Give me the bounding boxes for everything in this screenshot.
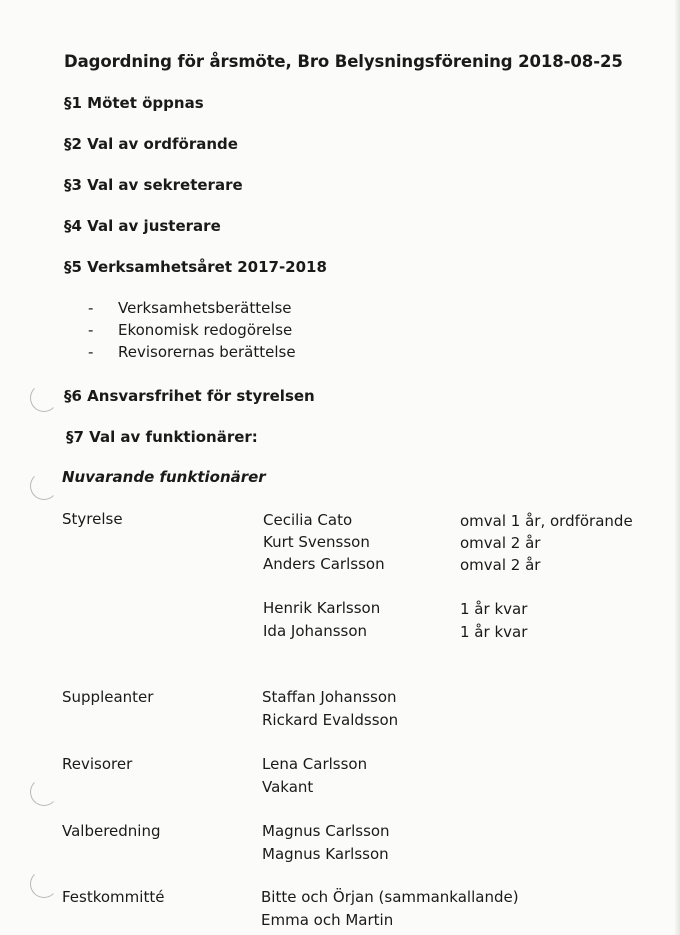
member-name: Rickard Evaldsson: [262, 711, 399, 729]
punch-hole-mark: [30, 870, 58, 898]
member-note: 1 år kvar: [460, 600, 528, 618]
agenda-item-7: §7 Val av funktionärer:: [66, 428, 258, 446]
bullet-dash: -: [88, 343, 94, 361]
member-name: Magnus Carlsson: [262, 822, 390, 840]
bullet-text: Verksamhetsberättelse: [118, 299, 292, 317]
bullet-item: [88, 321, 292, 339]
page-edge-shadow: [674, 0, 680, 935]
bullet-text: Ekonomisk redogörelse: [118, 321, 293, 339]
bullet-dash: -: [88, 299, 94, 317]
agenda-item-2: §2 Val av ordförande: [64, 135, 238, 153]
agenda-item-6: §6 Ansvarsfrihet för styrelsen: [64, 387, 315, 405]
punch-hole-mark: [30, 384, 58, 412]
member-name: Ida Johansson: [263, 622, 368, 640]
agenda-item-5: §5 Verksamhetsåret 2017-2018: [64, 258, 327, 276]
member-name: Cecilia Cato: [263, 511, 353, 529]
member-name: Anders Carlsson: [263, 555, 385, 573]
member-name: Henrik Karlsson: [263, 599, 381, 617]
member-note: omval 2 år: [460, 534, 541, 552]
punch-hole-mark: [30, 472, 58, 500]
member-name: Staffan Johansson: [262, 688, 397, 706]
role-label-festkommitte: Festkommitté: [62, 888, 165, 906]
document-title: Dagordning för årsmöte, Bro Belysningsförening 2018-08-25: [64, 52, 623, 71]
current-officers-heading: Nuvarande funktionärer: [62, 468, 266, 486]
role-label-suppleanter: Suppleanter: [62, 688, 154, 706]
agenda-item-1: §1 Mötet öppnas: [64, 94, 204, 112]
member-note: 1 år kvar: [460, 623, 528, 641]
member-name: Vakant: [262, 778, 314, 796]
member-name: Bitte och Örjan (sammankallande): [261, 888, 519, 906]
role-label-styrelse: Styrelse: [62, 510, 123, 528]
punch-hole-mark: [30, 778, 58, 806]
member-name: Kurt Svensson: [263, 533, 370, 551]
member-note: omval 1 år, ordförande: [460, 512, 633, 530]
member-name: Magnus Karlsson: [262, 845, 389, 863]
bullet-dash: -: [88, 321, 94, 339]
bullet-item: [88, 343, 296, 361]
member-name: Emma och Martin: [261, 911, 394, 929]
bullet-item: [88, 299, 292, 317]
member-note: omval 2 år: [460, 556, 541, 574]
role-label-valberedning: Valberedning: [62, 822, 161, 840]
role-label-revisorer: Revisorer: [62, 755, 133, 773]
bullet-text: Revisorernas berättelse: [118, 343, 296, 361]
agenda-item-3: §3 Val av sekreterare: [64, 176, 243, 194]
agenda-item-4: §4 Val av justerare: [64, 217, 221, 235]
member-name: Lena Carlsson: [262, 755, 368, 773]
